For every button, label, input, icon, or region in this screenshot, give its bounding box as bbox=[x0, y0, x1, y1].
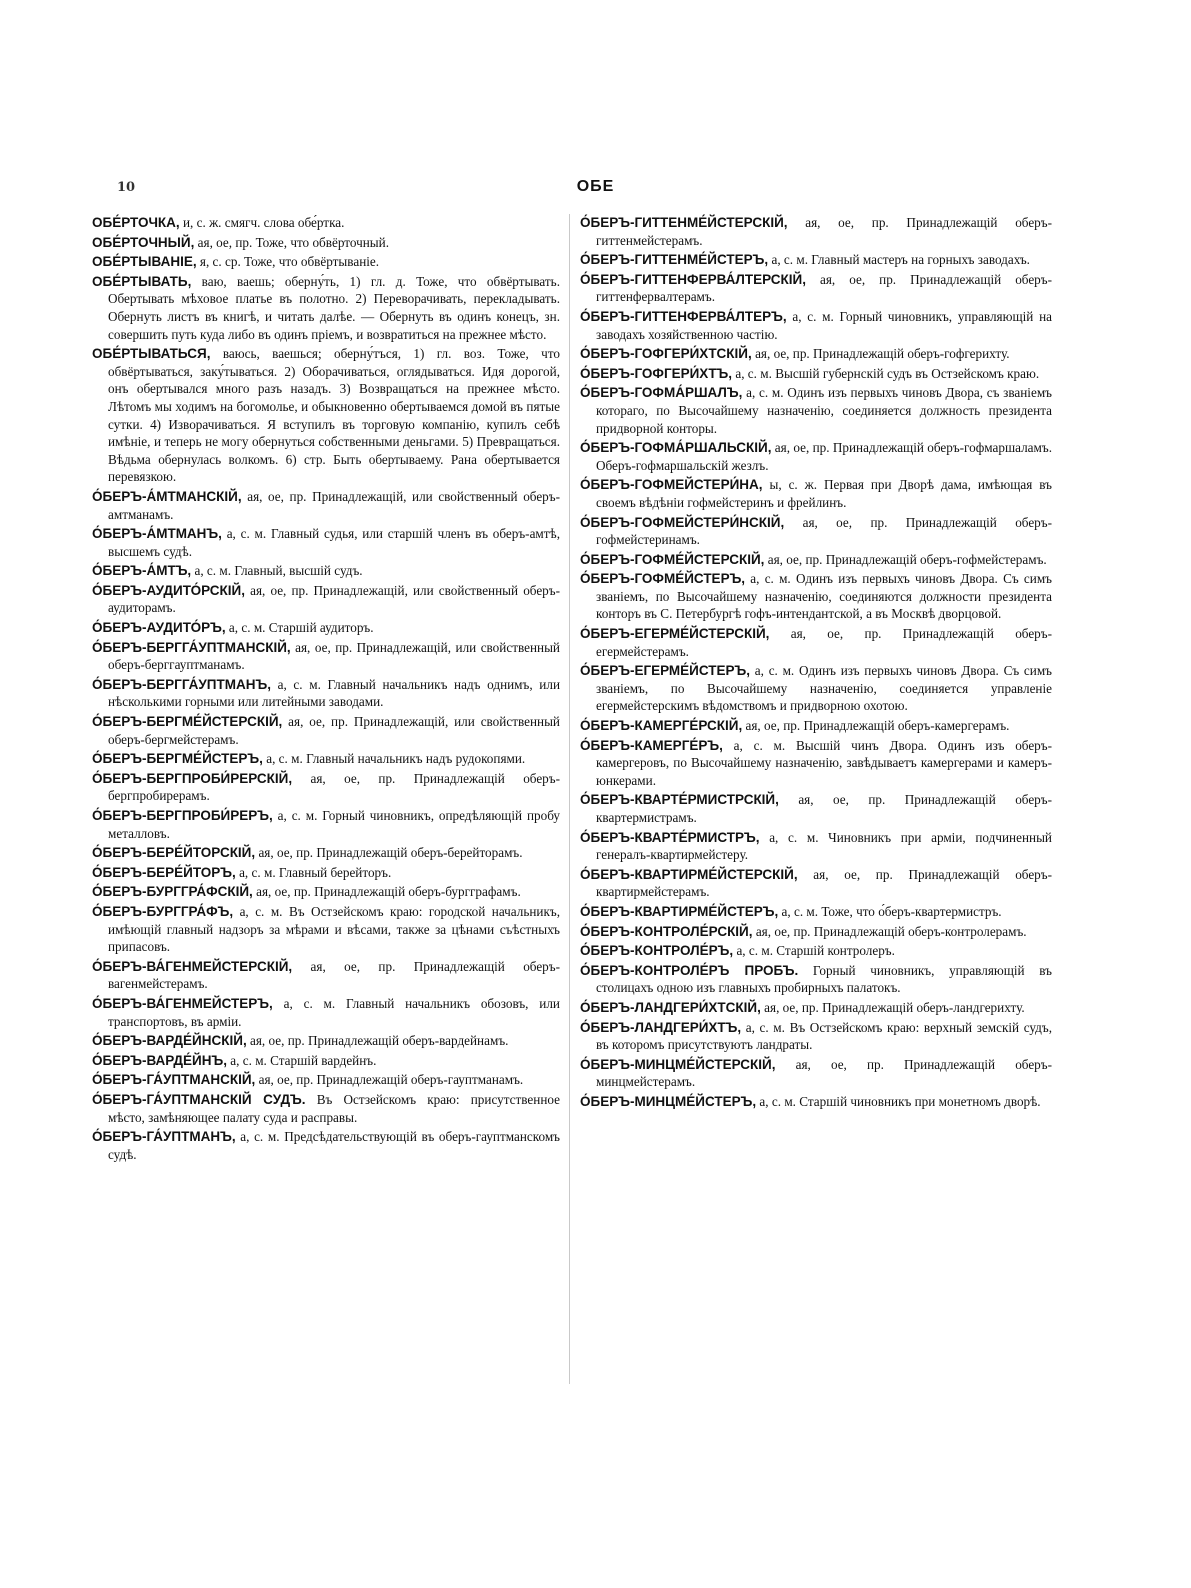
entry-definition: ая, ое, пр. Принадлежащій оберъ-гиттенфервалтерамъ. bbox=[596, 271, 1052, 305]
dictionary-entry bbox=[92, 1128, 560, 1163]
dictionary-entry bbox=[580, 737, 1052, 790]
entry-headword: О́БЕРЪ-ГОФГЕРИ́ХТЪ, bbox=[580, 365, 733, 381]
entry-headword: О́БЕРЪ-ГА́УПТМАНСКІЙ СУДЪ. bbox=[92, 1091, 306, 1107]
entry-definition: а, с. м. Старшій чиновникъ при монетномъ дворѣ. bbox=[756, 1093, 1041, 1109]
entry-definition: а, с. м. Одинъ изъ первыхъ чиновъ Двора, съ званіемъ котораго, по Высочайшему назначенію, соединяется должность президента придворной конторы. bbox=[596, 385, 1052, 436]
entry-definition: а, с. м. Горный чиновникъ, управляющій на заводахъ хозяйственною частію. bbox=[596, 308, 1052, 342]
page-number: 10 bbox=[117, 180, 136, 195]
entry-headword: О́БЕРЪ-ВА́ГЕНМЕЙСТЕРЪ, bbox=[92, 995, 273, 1011]
entry-headword: О́БЕРЪ-КАМЕРГЕ́РСКІЙ, bbox=[580, 718, 743, 734]
dictionary-entry bbox=[580, 308, 1052, 343]
entry-headword: О́БЕРЪ-ВАРДЕ́ЙНСКІЙ, bbox=[92, 1033, 247, 1049]
entry-headword: ОБЕ́РТЫВАНІЕ, bbox=[92, 254, 197, 270]
dictionary-entry bbox=[580, 662, 1052, 715]
entry-definition: а, с. м. Высшій губернскій судъ въ Остзейскомъ краю. bbox=[732, 365, 1040, 381]
entry-headword: О́БЕРЪ-БЕРГПРОБИ́РЕРСКІЙ, bbox=[92, 770, 293, 786]
dictionary-entry bbox=[580, 570, 1052, 623]
dictionary-entry bbox=[580, 345, 1052, 363]
entry-definition: ая, ое, пр. Принадлежащій оберъ-гофмаршаламъ. Оберъ-гофмаршальскій жезлъ. bbox=[596, 440, 1052, 473]
entry-definition: а, с. м. Тоже, что о́беръ-квартермистръ. bbox=[778, 903, 1002, 919]
entry-definition: ая, ое, пр. Принадлежащій оберъ-гофгерихту. bbox=[751, 346, 1010, 362]
entry-headword: О́БЕРЪ-ЛАНДГЕРИ́ХТСКІЙ, bbox=[580, 999, 761, 1015]
entry-definition: ая, ое, пр. Принадлежащій, или свойственный оберъ-амтманамъ. bbox=[108, 488, 560, 522]
dictionary-entry bbox=[92, 619, 560, 637]
dictionary-entry bbox=[580, 999, 1052, 1017]
entry-definition: а, с. м. Горный чиновникъ, опредѣляющій пробу металловъ. bbox=[108, 808, 560, 841]
dictionary-entry bbox=[580, 717, 1052, 735]
dictionary-entry bbox=[580, 903, 1052, 921]
dictionary-entry bbox=[92, 807, 560, 842]
dictionary-entry bbox=[580, 1019, 1052, 1054]
entry-definition: ая, ое, пр. Принадлежащій оберъ-бургграфамъ. bbox=[252, 884, 521, 900]
entry-definition: ая, ое, пр. Принадлежащій оберъ-минцмейстерамъ. bbox=[596, 1056, 1052, 1090]
entry-headword: О́БЕРЪ-МИНЦМЕ́ЙСТЕРСКІЙ, bbox=[580, 1056, 776, 1072]
entry-definition: а, с. м. Главный, высшій судъ. bbox=[191, 563, 363, 579]
entry-headword: О́БЕРЪ-МИНЦМЕ́ЙСТЕРЪ, bbox=[580, 1093, 757, 1109]
dictionary-entry bbox=[92, 582, 560, 617]
left-column bbox=[92, 214, 560, 1165]
entry-headword: О́БЕРЪ-ГИТТЕНФЕРВА́ЛТЕРЪ, bbox=[580, 308, 787, 324]
entry-definition: ая, ое, пр. Принадлежащій оберъ-квартермистрамъ. bbox=[596, 792, 1052, 825]
dictionary-entry bbox=[92, 253, 560, 271]
entry-headword: О́БЕРЪ-БЕРГМЕ́ЙСТЕРСКІЙ, bbox=[92, 714, 283, 730]
entry-definition: ая, ое, пр. Принадлежащій оберъ-бергпробирерамъ. bbox=[108, 770, 560, 804]
entry-headword: О́БЕРЪ-ГИТТЕНМЕ́ЙСТЕРСКІЙ, bbox=[580, 215, 788, 230]
dictionary-entry bbox=[580, 942, 1052, 960]
entry-definition: а, с. м. Главный начальникъ надъ рудокопями. bbox=[262, 751, 526, 767]
dictionary-entry bbox=[580, 923, 1052, 941]
entry-headword: ОБЕ́РТОЧНЫЙ, bbox=[92, 234, 195, 250]
entry-headword: О́БЕРЪ-БЕРЕ́ЙТОРСКІЙ, bbox=[92, 845, 256, 861]
entry-headword: О́БЕРЪ-ГА́УПТМАНЪ, bbox=[92, 1129, 236, 1145]
dictionary-entry bbox=[580, 476, 1052, 511]
entry-headword: О́БЕРЪ-ГОФГЕРИ́ХТСКІЙ, bbox=[580, 346, 752, 362]
entry-definition: ая, ое, пр. Принадлежащій оберъ-вардейнамъ. bbox=[246, 1033, 509, 1049]
dictionary-entry bbox=[580, 439, 1052, 474]
entry-headword: О́БЕРЪ-БЕРЕ́ЙТОРЪ, bbox=[92, 864, 236, 880]
entry-headword: О́БЕРЪ-БЕРГГА́УПТМАНЪ, bbox=[92, 676, 271, 692]
entry-headword: О́БЕРЪ-КВАРТИРМЕ́ЙСТЕРСКІЙ, bbox=[580, 866, 798, 882]
entry-definition: ая, ое, пр. Принадлежащій, или свойственный оберъ-бергмейстерамъ. bbox=[108, 714, 560, 747]
entry-definition: ы, с. ж. Первая при Дворѣ дама, имѣющая въ своемъ вѣдѣніи гофмейстеринъ и фрейлинъ. bbox=[596, 477, 1052, 510]
entry-headword: О́БЕРЪ-КОНТРОЛЕ́РСКІЙ, bbox=[580, 923, 753, 939]
entry-definition: а, с. м. Главный судья, или старшій членъ въ оберъ-амтѣ, высшемъ судѣ. bbox=[108, 526, 560, 559]
entry-definition: а, с. м. Старшій контролеръ. bbox=[733, 943, 895, 959]
dictionary-entry bbox=[580, 251, 1052, 269]
entry-definition: Въ Остзейскомъ краю: присутственное мѣсто, замѣняющее палату суда и расправы. bbox=[108, 1091, 560, 1125]
dictionary-entry bbox=[580, 514, 1052, 549]
entry-definition: а, с. м. Одинъ изъ первыхъ чиновъ Двора. Съ симъ званіемъ, по Высочайшему назначенію, соединяется управленіе егермейстерскимъ вѣдомствомъ и придворною охотою. bbox=[596, 663, 1052, 714]
entry-definition: ая, ое, пр. Принадлежащій оберъ-ландгерихту. bbox=[760, 999, 1025, 1015]
entry-headword: О́БЕРЪ-ГОФМЕ́ЙСТЕРЪ, bbox=[580, 571, 746, 587]
dictionary-entry bbox=[580, 866, 1052, 901]
dictionary-entry bbox=[92, 750, 560, 768]
entry-definition: а, с. м. Въ Остзейскомъ краю: верхный земскій судъ, въ которомъ присутствуютъ ландраты. bbox=[596, 1019, 1052, 1053]
entry-definition: ая, ое, пр. Принадлежащій оберъ-контролерамъ. bbox=[752, 923, 1027, 939]
entry-definition: ая, ое, пр. Принадлежащій оберъ-гофмейстерамъ. bbox=[764, 551, 1047, 567]
entry-definition: ая, ое, пр. Принадлежащій оберъ-квартирмейстерамъ. bbox=[596, 866, 1052, 900]
entry-definition: я, с. ср. Тоже, что обвёртываніе. bbox=[196, 254, 380, 270]
entry-definition: ая, ое, пр. Принадлежащій оберъ-гауптманамъ. bbox=[255, 1072, 524, 1088]
entry-definition: ая, ое, пр. Принадлежащій оберъ-гофмейстеринамъ. bbox=[596, 514, 1052, 548]
dictionary-entry bbox=[92, 864, 560, 882]
dictionary-entry bbox=[92, 713, 560, 748]
entry-definition: а, с. м. Чиновникъ при арміи, подчиненный генералъ-квартирмейстеру. bbox=[596, 829, 1052, 863]
entry-headword: О́БЕРЪ-ГИТТЕНФЕРВА́ЛТЕРСКІЙ, bbox=[580, 271, 806, 287]
dictionary-entry bbox=[580, 1056, 1052, 1091]
dictionary-entry bbox=[580, 962, 1052, 997]
entry-headword: О́БЕРЪ-БУРГГРА́ФЪ, bbox=[92, 903, 234, 919]
entry-headword: О́БЕРЪ-КОНТРОЛЕ́РЪ, bbox=[580, 943, 734, 959]
entry-headword: О́БЕРЪ-ГИТТЕНМЕ́ЙСТЕРЪ, bbox=[580, 252, 769, 268]
entry-headword: О́БЕРЪ-ГОФМА́РШАЛЪ, bbox=[580, 385, 743, 401]
dictionary-entry bbox=[580, 214, 1052, 249]
entry-headword: О́БЕРЪ-ГОФМА́РШАЛЬСКІЙ, bbox=[580, 440, 772, 456]
entry-definition: ая, ое, пр. Тоже, что обвёрточный. bbox=[194, 234, 389, 250]
entry-definition: Горный чиновникъ, управляющій въ столицахъ одною изъ главныхъ пробирныхъ палатокъ. bbox=[596, 962, 1052, 996]
entry-definition: ая, ое, пр. Принадлежащій оберъ-камергерамъ. bbox=[742, 718, 1010, 734]
entry-headword: О́БЕРЪ-А́МТМАНСКІЙ, bbox=[92, 488, 242, 504]
entry-definition: ая, ое, пр. Принадлежащій оберъ-вагенмейстерамъ. bbox=[108, 958, 560, 992]
column-divider bbox=[569, 214, 570, 1384]
dictionary-entry bbox=[92, 844, 560, 862]
dictionary-entry bbox=[580, 829, 1052, 864]
entry-definition: а, с. м. Одинъ изъ первыхъ чиновъ Двора. Съ симъ званіемъ, по Высочайшему назначенію, соединяются должности президента конторъ въ С. Петербургѣ гофъ-интендантской, а въ Москвѣ дворцовой. bbox=[596, 571, 1052, 622]
dictionary-entry bbox=[580, 791, 1052, 826]
entry-definition: ая, ое, пр. Принадлежащій, или свойственный оберъ-берггауптманамъ. bbox=[108, 639, 560, 673]
dictionary-entry bbox=[580, 625, 1052, 660]
dictionary-entry bbox=[92, 995, 560, 1030]
entry-definition: ая, ое, пр. Принадлежащій, или свойственный оберъ-аудиторамъ. bbox=[108, 582, 560, 616]
dictionary-entry bbox=[92, 273, 560, 343]
dictionary-entry bbox=[92, 770, 560, 805]
entry-headword: ОБЕ́РТОЧКА, bbox=[92, 215, 180, 230]
entry-headword: О́БЕРЪ-ГОФМЕЙСТЕРИ́НА, bbox=[580, 477, 763, 493]
entry-headword: О́БЕРЪ-ГА́УПТМАНСКІЙ, bbox=[92, 1072, 256, 1088]
dictionary-entry bbox=[92, 883, 560, 901]
dictionary-entry bbox=[580, 271, 1052, 306]
dictionary-entry bbox=[92, 903, 560, 956]
dictionary-entry bbox=[92, 1071, 560, 1089]
dictionary-entry bbox=[92, 525, 560, 560]
dictionary-entry bbox=[580, 365, 1052, 383]
entry-headword: О́БЕРЪ-ГОФМЕ́ЙСТЕРСКІЙ, bbox=[580, 551, 765, 567]
entry-headword: О́БЕРЪ-АУДИТО́РЪ, bbox=[92, 620, 226, 636]
entry-headword: О́БЕРЪ-ВАРДЕ́ЙНЪ, bbox=[92, 1052, 227, 1068]
entry-definition: и, с. ж. смягч. слова обе́ртка. bbox=[179, 215, 345, 230]
entry-definition: ваюсь, ваешься; оберну́тъся, 1) гл. воз. Тоже, что обвёртываться, заку́тываться. 2) Оборачиваться, оглядываться. Идя дорогой, онъ обертывался много разъ назадъ. 3) Возвращаться на прежнее мѣсто. Лѣтомъ мы ходимъ на богомолье, и обыкновенно обертываемся домой въ пятые сутки. 4) Изворачиваться. Я вступилъ въ торговую компанію, купилъ себѣ имѣніе, и теперь не могу обернуться собственными деньгами. 5) Превращаться. Вѣдьма обернулась волкомъ. 6) стр. Быть обертываему. Рана обертывается перевязкою. bbox=[108, 346, 560, 485]
entry-headword: О́БЕРЪ-БУРГГРА́ФСКІЙ, bbox=[92, 884, 253, 900]
dictionary-entry bbox=[580, 1093, 1052, 1111]
entry-headword: О́БЕРЪ-ГОФМЕЙСТЕРИ́НСКІЙ, bbox=[580, 514, 785, 530]
dictionary-entry bbox=[92, 1032, 560, 1050]
dictionary-entry bbox=[580, 384, 1052, 437]
entry-definition: а, с. м. Главный начальникъ обозовъ, или транспортовъ, въ арміи. bbox=[108, 995, 560, 1029]
entry-headword: ОБЕ́РТЫВАТЬ, bbox=[92, 273, 192, 289]
entry-definition: а, с. м. Старшій аудиторъ. bbox=[225, 620, 374, 636]
dictionary-entry bbox=[92, 1052, 560, 1070]
dictionary-entry bbox=[92, 488, 560, 523]
entry-headword: О́БЕРЪ-ВА́ГЕНМЕЙСТЕРСКІЙ, bbox=[92, 958, 293, 974]
right-column bbox=[580, 214, 1052, 1113]
entry-headword: О́БЕРЪ-АУДИТО́РСКІЙ, bbox=[92, 582, 245, 598]
entry-definition: а, с. м. Въ Остзейскомъ краю: городской начальникъ, имѣющій главный надзоръ за мѣрами и вѣсами, также за цѣнами съѣстныхъ припасовъ. bbox=[108, 903, 560, 955]
dictionary-entry bbox=[92, 234, 560, 252]
dictionary-entry bbox=[92, 345, 560, 486]
entry-headword: О́БЕРЪ-КАМЕРГЕ́РЪ, bbox=[580, 737, 723, 753]
entry-headword: О́БЕРЪ-БЕРГПРОБИ́РЕРЪ, bbox=[92, 808, 273, 823]
entry-definition: ая, ое, пр. Принадлежащій оберъ-егермейстерамъ. bbox=[596, 626, 1052, 659]
dictionary-entry bbox=[92, 639, 560, 674]
entry-definition: ая, ое, пр. Принадлежащій оберъ-гиттенмейстерамъ. bbox=[596, 215, 1052, 248]
entry-definition: а, с. м. Высшій чинъ Двора. Одинъ изъ оберъ-камергеровъ, по Высочайшему назначенію, завѣдываетъ камергерами и камеръ-юнкерами. bbox=[596, 737, 1052, 788]
entry-definition: ая, ое, пр. Принадлежащій оберъ-берейторамъ. bbox=[255, 845, 523, 861]
entry-headword: О́БЕРЪ-КВАРТЕ́РМИСТРСКІЙ, bbox=[580, 792, 779, 808]
entry-headword: О́БЕРЪ-БЕРГГА́УПТМАНСКІЙ, bbox=[92, 639, 291, 655]
dictionary-entry bbox=[92, 214, 560, 232]
entry-headword: О́БЕРЪ-А́МТЪ, bbox=[92, 563, 192, 579]
entry-definition: а, с. м. Главный берейторъ. bbox=[235, 864, 392, 880]
dictionary-entry bbox=[92, 562, 560, 580]
dictionary-entry bbox=[92, 958, 560, 993]
entry-headword: О́БЕРЪ-КВАРТИРМЕ́ЙСТЕРЪ, bbox=[580, 903, 779, 919]
dictionary-entry bbox=[92, 1091, 560, 1126]
entry-headword: О́БЕРЪ-ЕГЕРМЕ́ЙСТЕРСКІЙ, bbox=[580, 626, 770, 642]
dictionary-entry bbox=[92, 676, 560, 711]
dictionary-entry bbox=[580, 551, 1052, 569]
entry-headword: ОБЕ́РТЫВАТЬСЯ, bbox=[92, 346, 211, 362]
entry-headword: О́БЕРЪ-КВАРТЕ́РМИСТРЪ, bbox=[580, 829, 760, 845]
entry-definition: а, с. м. Главный мастеръ на горныхъ заводахъ. bbox=[768, 252, 1030, 268]
entry-definition: а, с. м. Предсѣдательствующій въ оберъ-гауптманскомъ судѣ. bbox=[108, 1129, 560, 1162]
entry-definition: а, с. м. Старшій вардейнъ. bbox=[227, 1052, 377, 1068]
entry-headword: О́БЕРЪ-ЛАНДГЕРИ́ХТЪ, bbox=[580, 1019, 742, 1035]
entry-headword: О́БЕРЪ-БЕРГМЕ́ЙСТЕРЪ, bbox=[92, 751, 263, 767]
entry-definition: а, с. м. Главный начальникъ надъ однимъ, или нѣсколькими горными или литейными заводами. bbox=[108, 676, 560, 710]
running-head: ОБЕ bbox=[576, 178, 615, 195]
entry-headword: О́БЕРЪ-ЕГЕРМЕ́ЙСТЕРЪ, bbox=[580, 663, 751, 679]
entry-definition: ваю, ваешь; оберну́ть, 1) гл. д. Тоже, что обвёртывать. Обертывать мѣховое платье въ полотно. 2) Переворачивать, перекладывать. Обернуть листъ въ книгѣ, и читать далѣе. — Обернуть въ одинъ конецъ, зн. совершить путь куда либо въ одинъ пріемъ, и возвратиться на прежнее мѣсто. bbox=[108, 273, 560, 342]
entry-headword: О́БЕРЪ-КОНТРОЛЕ́РЪ ПРОБЪ. bbox=[580, 962, 799, 978]
entry-headword: О́БЕРЪ-А́МТМАНЪ, bbox=[92, 526, 222, 542]
